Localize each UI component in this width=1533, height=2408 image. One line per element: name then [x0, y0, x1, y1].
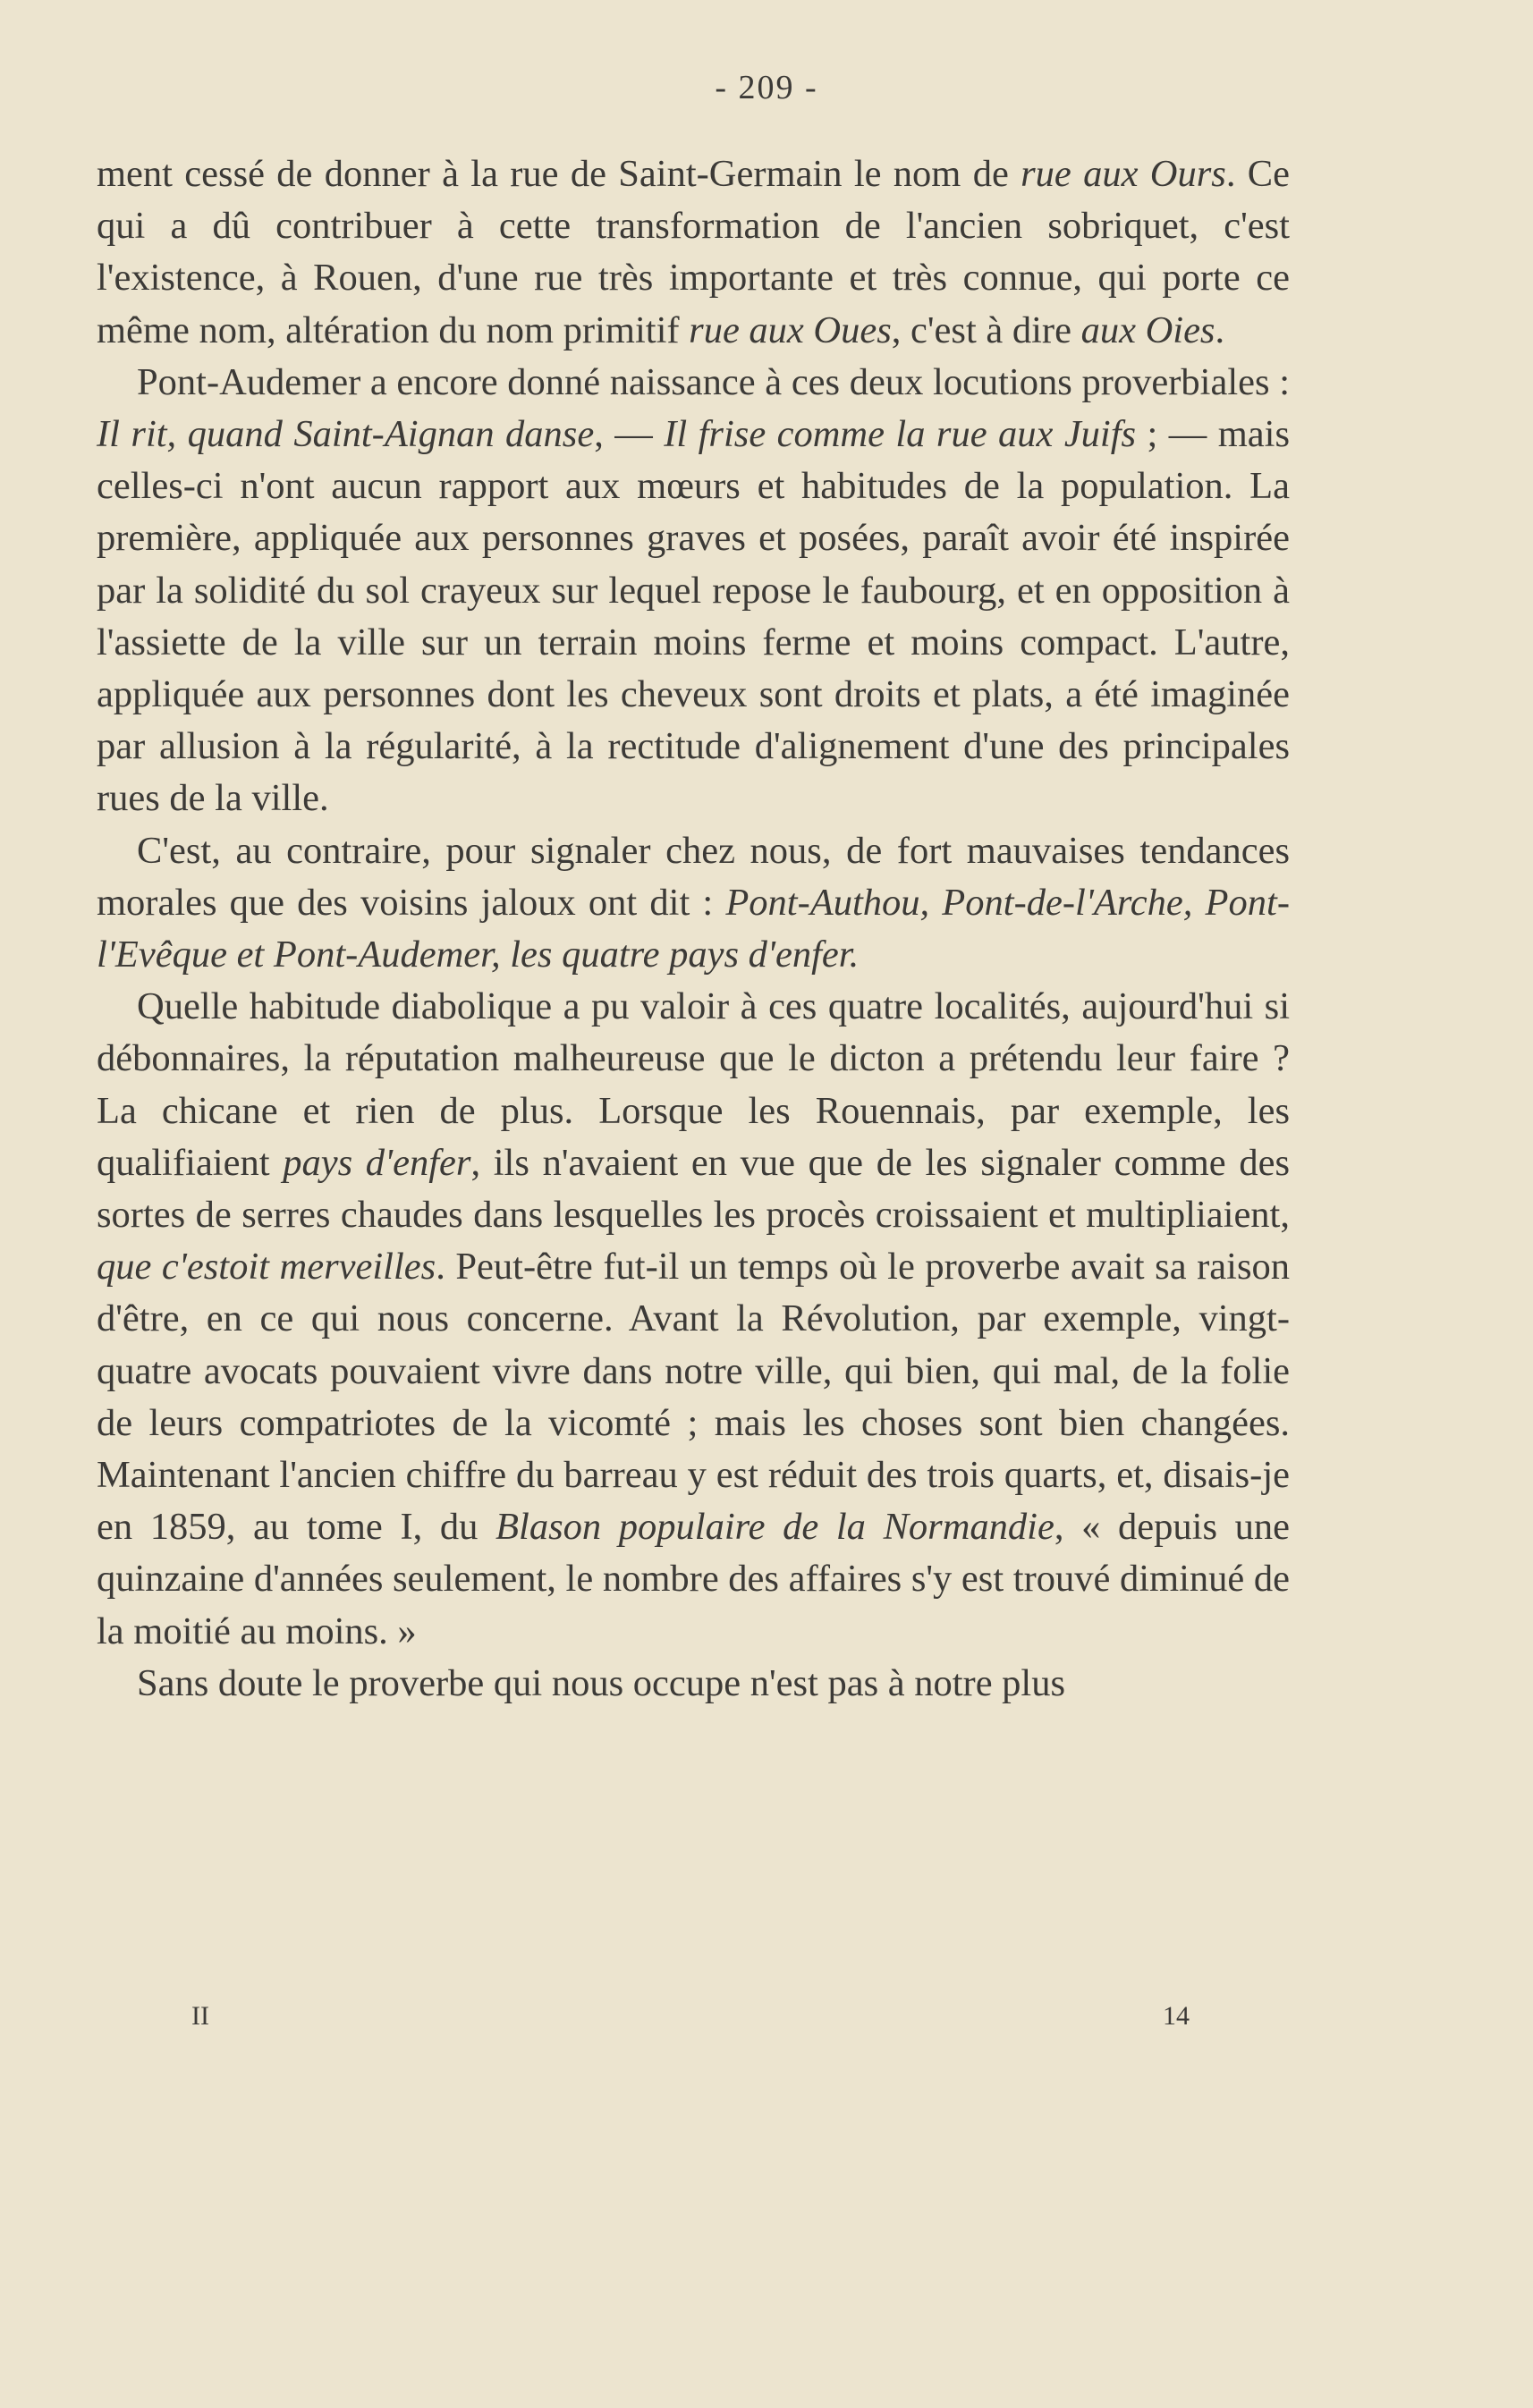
text-run: , — — [594, 413, 665, 456]
page-number: - 209 - — [715, 69, 818, 106]
paragraph — [97, 1658, 1290, 1710]
italic-text: Blason populaire de la Normandie — [495, 1506, 1054, 1549]
italic-text: Il frise comme la rue aux Juifs — [664, 413, 1137, 456]
italic-text: Pont-Authou, Pont-de-l'Arche, Pont-l'Evêque et Pont-Audemer, les quatre pays d'enfer. — [97, 881, 1290, 976]
text-run: Pont-Audemer a encore donné naissance à ces deux locutions proverbiales : — [137, 360, 1290, 403]
text-run: , c'est à dire — [891, 308, 1081, 351]
text-run: Quelle habitude diabolique a pu valoir à ces quatre localités, aujourd'hui si débonnaires, la réputation malheureuse que le dicton a prétendu leur faire ? La chicane et rien de plus. Lorsque les Rouennais, par exemple, les qualifiaient — [97, 985, 1290, 1184]
text-run: ment cessé de donner à la rue de Saint-Germain le nom de — [97, 153, 1021, 195]
page-body — [97, 148, 1290, 1710]
text-run: . Ce qui a dû contribuer à cette transformation de l'ancien sobriquet, c'est l'existence, à Rouen, d'une rue très importante et très connue, qui porte ce même nom, altération du nom primitif — [97, 153, 1290, 351]
text-run: Sans doute le proverbe qui nous occupe n'est pas à notre plus — [137, 1661, 1066, 1704]
text-run: ; — mais celles-ci n'ont aucun rapport aux mœurs et habitudes de la population. La première, appliquée aux personnes graves et posées, paraît avoir été inspirée par la solidité du sol crayeux sur lequel repose le faubourg, et en opposition à l'assiette de la ville sur un terrain moins ferme et moins compact. L'autre, appliquée aux personnes dont les cheveux sont droits et plats, a été imaginée par allusion à la régularité, à la rectitude d'alignement d'une des principales rues de la ville. — [97, 413, 1290, 820]
text-run: , « depuis une quinzaine d'années seulement, le nombre des affaires s'y est trouvé diminué de la moitié au moins. » — [97, 1506, 1291, 1652]
signature-mark-left: II — [191, 2001, 209, 2031]
paragraph — [97, 825, 1290, 982]
italic-text: que c'estoit merveilles — [97, 1246, 436, 1288]
italic-text: Il rit, quand Saint-Aignan danse — [97, 413, 595, 456]
paragraph — [97, 981, 1290, 1658]
text-run: . Peut-être fut-il un temps où le proverbe avait sa raison d'être, en ce qui nous concerne. Avant la Révolution, par exemple, vingt-quatre avocats pouvaient vivre dans notre ville, qui bien, qui mal, de la folie de leurs compatriotes de la vicomté ; mais les choses sont bien changées. Maintenant l'ancien chiffre du barreau y est réduit des trois quarts, et, disais-je en 1859, au tome I, du — [97, 1246, 1290, 1549]
text-run: , ils n'avaient en vue que de les signaler comme des sortes de serres chaudes dans lesquelles les procès croissaient et multipliaient, — [97, 1141, 1290, 1237]
italic-text: rue aux Oues — [689, 308, 892, 351]
italic-text: rue aux Ours — [1021, 153, 1226, 195]
text-run: C'est, au contraire, pour signaler chez nous, de fort mauvaises tendances morales que des voisins jaloux ont dit : — [97, 829, 1290, 924]
text-run: . — [1215, 308, 1225, 351]
paragraph — [97, 148, 1290, 357]
italic-text: pays d'enfer — [283, 1141, 471, 1184]
paragraph — [97, 357, 1290, 825]
signature-mark-right: 14 — [1163, 2001, 1190, 2031]
italic-text: aux Oies — [1080, 308, 1215, 351]
